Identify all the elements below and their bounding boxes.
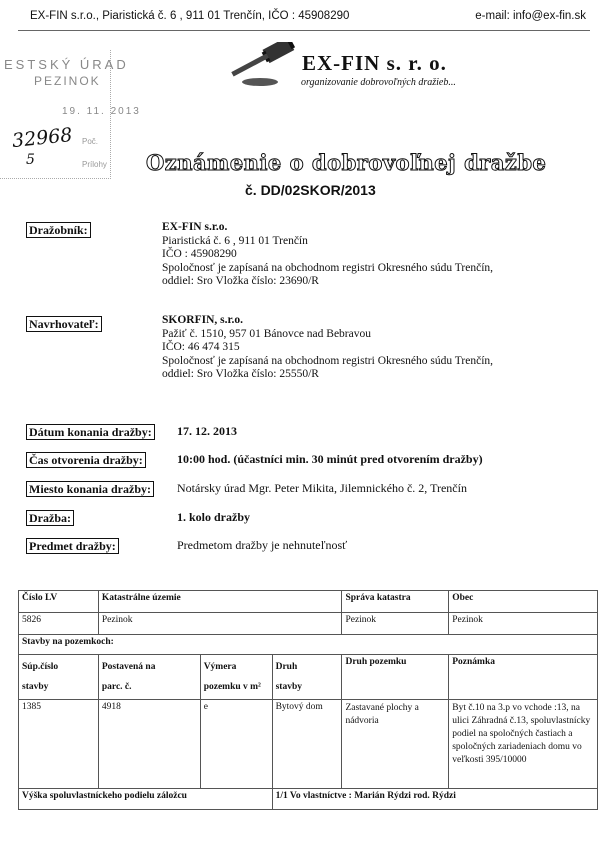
auction-label: Dražba: <box>26 510 74 526</box>
postavena-label2: parc. č. <box>101 682 132 692</box>
druh-label: Druh <box>275 662 298 672</box>
table-row <box>19 613 598 635</box>
logo-name: EX-FIN s. r. o. <box>302 51 447 75</box>
table-row <box>19 591 598 613</box>
table-cell-sup-cislo: 1385 <box>19 700 99 789</box>
stavby-label: Stavby na pozemkoch: <box>19 635 598 655</box>
gavel-logo-icon <box>226 42 306 88</box>
table-header-obec: Obec <box>449 591 598 613</box>
table-row <box>19 789 598 810</box>
logo-tagline: organizovanie dobrovoľných dražieb... <box>301 77 456 88</box>
drazobnik-address: Piaristická č. 6 , 911 01 Trenčín <box>162 234 308 247</box>
table-cell-poznamka: Byt č.10 na 3.p vo vchode :13, na ulici Záhradná č.13, spoluvlastnícky podiel na spoločných častiach a spoločných zariadeniach domu vo veľkosti 395/10000 <box>449 700 598 789</box>
navrhovatel-name: SKORFIN, s.r.o. <box>162 314 244 326</box>
header-divider <box>18 30 590 31</box>
navrhovatel-register: Spoločnosť je zapísaná na obchodnom registri Okresného súdu Trenčín, <box>162 354 494 367</box>
table-header-druh-pozemku: Druh pozemku <box>342 655 449 700</box>
stamp-field-attachments: Prílohy <box>82 160 107 169</box>
letterhead-company: EX-FIN s.r.o., Piaristická č. 6 , 911 01 Trenčín, IČO : 45908290 <box>30 10 350 22</box>
table-cell-druh-pozemku: Zastavané plochy a nádvoria <box>342 700 449 789</box>
drazobnik-label: Dražobník: <box>26 222 91 238</box>
table-header-vymera <box>200 655 272 700</box>
table-header-sprava: Správa katastra <box>342 591 449 613</box>
podiel-label: Výška spoluvlastníckeho podielu záložcu <box>19 789 273 810</box>
time-label: Čas otvorenia dražby: <box>26 452 146 468</box>
navrhovatel-info <box>162 314 493 382</box>
drazobnik-name: EX-FIN s.r.o. <box>162 221 228 233</box>
place-value: Notársky úrad Mgr. Peter Mikita, Jilemnického č. 2, Trenčín <box>177 481 467 495</box>
table-row <box>19 655 598 700</box>
stamp-city: PEZINOK <box>34 74 101 88</box>
table-cell-obec: Pezinok <box>449 613 598 635</box>
table-cell-postavena: 4918 <box>98 700 200 789</box>
table-header-postavena <box>98 655 200 700</box>
auction-value: 1. kolo dražby <box>177 510 251 524</box>
sup-cislo-label: Súp.číslo <box>22 662 59 672</box>
table-cell-vymera: e <box>200 700 272 789</box>
table-row <box>19 635 598 655</box>
table-cell-druh: Bytový dom <box>272 700 342 789</box>
document-number: č. DD/02SKOR/2013 <box>245 182 376 198</box>
podiel-value: 1/1 Vo vlastníctve : Marián Rýdzi rod. Rýdzi <box>272 789 597 810</box>
table-cell-uzemie: Pezinok <box>98 613 342 635</box>
letterhead <box>30 10 586 26</box>
stamp-date: 19. 11. 2013 <box>62 106 141 117</box>
sup-cislo-label2: stavby <box>22 682 49 692</box>
handwritten-number: 32968 <box>11 123 74 153</box>
druh-label2: stavby <box>275 682 302 692</box>
navrhovatel-section: oddiel: Sro Vložka číslo: 25550/R <box>162 368 319 380</box>
navrhovatel-ico: IČO: 46 474 315 <box>162 341 240 353</box>
navrhovatel-label: Navrhovateľ: <box>26 316 102 332</box>
date-label: Dátum konania dražby: <box>26 424 155 440</box>
table-header-sup-cislo <box>19 655 99 700</box>
table-cell-sprava: Pezinok <box>342 613 449 635</box>
property-table <box>18 590 598 810</box>
drazobnik-register: Spoločnosť je zapísaná na obchodnom registri Okresného súdu Trenčín, <box>162 261 494 274</box>
postavena-label: Postavená na <box>101 662 156 672</box>
table-header-uzemie: Katastrálne územie <box>98 591 342 613</box>
subject-label: Predmet dražby: <box>26 538 119 554</box>
table-header-druh <box>272 655 342 700</box>
date-value: 17. 12. 2013 <box>177 424 237 438</box>
letterhead-email: e-mail: info@ex-fin.sk <box>475 10 586 22</box>
table-header-lv: Číslo LV <box>19 591 99 613</box>
vymera-label2: pozemku v m² <box>203 682 261 692</box>
vymera-label: Výmera <box>203 662 237 672</box>
drazobnik-ico: IČO : 45908290 <box>162 248 237 260</box>
handwritten-sub: 5 <box>26 152 35 168</box>
drazobnik-info <box>162 221 493 289</box>
navrhovatel-address: Pažiť č. 1510, 957 01 Bánovce nad Bebravou <box>162 327 371 340</box>
subject-value: Predmetom dražby je nehnuteľnosť <box>177 538 348 552</box>
table-header-poznamka: Poznámka <box>449 655 598 700</box>
stamp-field-count: Poč. <box>82 137 99 146</box>
place-label: Miesto konania dražby: <box>26 481 154 497</box>
document-title: Oznámenie o dobrovoľnej dražbe <box>146 150 547 175</box>
stamp-office: ESTSKÝ ÚRAD <box>4 57 129 72</box>
table-row <box>19 700 598 789</box>
time-value: 10:00 hod. (účastníci min. 30 minút pred otvorením dražby) <box>177 452 483 466</box>
table-cell-lv: 5826 <box>19 613 99 635</box>
drazobnik-section: oddiel: Sro Vložka číslo: 23690/R <box>162 275 319 287</box>
